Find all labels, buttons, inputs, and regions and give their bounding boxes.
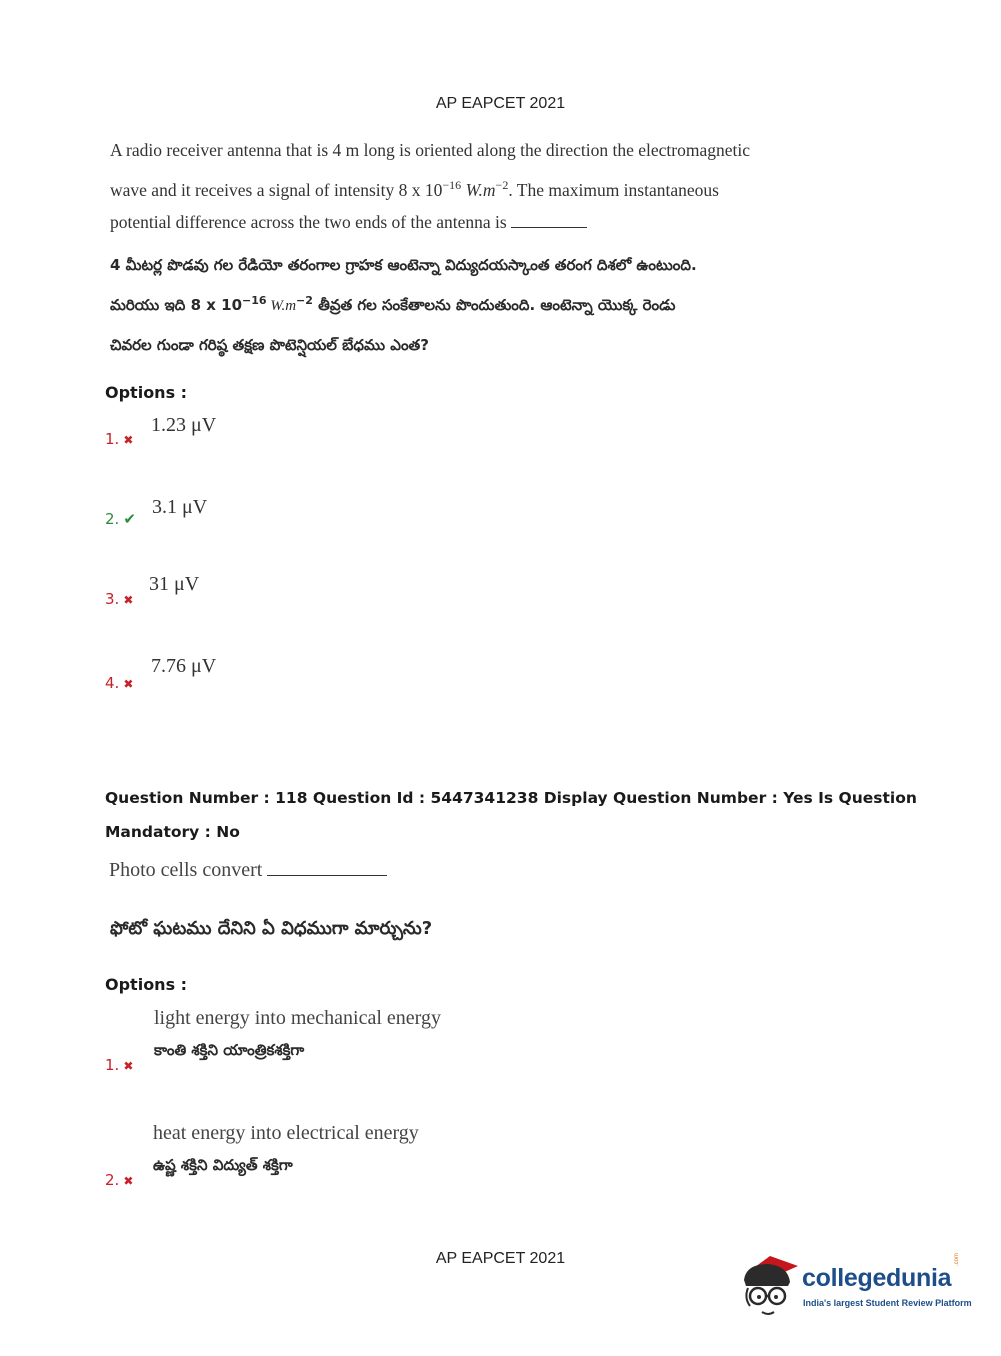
- answer-blank: [511, 226, 587, 228]
- wrong-icon: ✖: [123, 677, 134, 691]
- correct-check-icon: ✔: [123, 510, 136, 528]
- q118-option-2-english: heat energy into electrical energy: [153, 1122, 419, 1144]
- q118-meta-line-2: Mandatory : No: [105, 823, 240, 841]
- q118-telugu-text: ఫోటో ఘటము దేనిని ఏ విధముగా మార్చును?: [110, 918, 433, 939]
- wrong-icon: ✖: [123, 1174, 134, 1188]
- q117-option-2-value: 3.1 μV: [152, 496, 208, 518]
- q117-line-3: potential difference across the two ends of the antenna is: [110, 206, 750, 238]
- q117-option-4-value: 7.76 μV: [151, 655, 217, 677]
- logo-tagline: India's largest Student Review Platform: [803, 1298, 972, 1308]
- q117-option-1[interactable]: 1. ✖: [105, 430, 134, 448]
- q117-line-1: A radio receiver antenna that is 4 m long is oriented along the direction the electromagnetic: [110, 140, 750, 160]
- page-footer-title: AP EAPCET 2021: [435, 1250, 566, 1267]
- q117-telugu-line-3: చివరల గుండా గరిష్ఠ తక్షణ పొటెన్షియల్ బేధము ఎంత?: [110, 336, 429, 354]
- answer-blank: [267, 874, 387, 876]
- q118-option-2[interactable]: 2. ✖: [105, 1171, 134, 1189]
- q117-option-4[interactable]: 4. ✖: [105, 674, 134, 692]
- q118-question-text: Photo cells convert: [109, 859, 387, 882]
- page-header-title: AP EAPCET 2021: [435, 95, 566, 112]
- question-117-text: [110, 134, 750, 238]
- q118-meta-line-1: Question Number : 118 Question Id : 5447341238 Display Question Number : Yes Is Question: [105, 789, 917, 807]
- q117-option-2[interactable]: 2. ✔: [105, 510, 136, 528]
- q118-option-1-english: light energy into mechanical energy: [154, 1007, 441, 1029]
- collegedunia-logo: [740, 1250, 970, 1320]
- q118-option-1[interactable]: 1. ✖: [105, 1056, 134, 1074]
- logo-domain: .com: [954, 1252, 960, 1266]
- q117-options-label: Options :: [105, 383, 188, 402]
- q117-option-3-value: 31 μV: [149, 573, 200, 595]
- q117-telugu-line-1: 4 మీటర్ల పొడవు గల రేడియో తరంగాల గ్రాహక ఆంటెన్నా విద్యుదయస్కాంత తరంగ దిశలో ఉంటుంది.: [110, 256, 697, 274]
- wrong-icon: ✖: [123, 433, 134, 447]
- q118-option-1-telugu: కాంతి శక్తిని యాంత్రికశక్తిగా: [154, 1041, 305, 1059]
- wrong-icon: ✖: [123, 593, 134, 607]
- wrong-icon: ✖: [123, 1059, 134, 1073]
- mascot-icon: [740, 1250, 800, 1316]
- q117-line-2: wave and it receives a signal of intensity 8 x $10^{-16}$ $W.m^{-2}$. The maximum instantaneous: [110, 178, 719, 200]
- logo-name: collegedunia: [802, 1264, 952, 1292]
- q117-telugu-line-2: మరియు ఇది 8 x $10^{-16}$ $W.m^{-2}$ తీవ్రత గల సంకేతాలను పొందుతుంది. ఆంటెన్నా యొక్క రెండు: [110, 294, 676, 314]
- q117-option-1-value: 1.23 μV: [151, 414, 217, 436]
- q118-options-label: Options :: [105, 975, 188, 994]
- q117-option-3[interactable]: 3. ✖: [105, 590, 134, 608]
- q118-option-2-telugu: ఉష్ణ శక్తిని విద్యుత్ శక్తిగా: [153, 1156, 293, 1174]
